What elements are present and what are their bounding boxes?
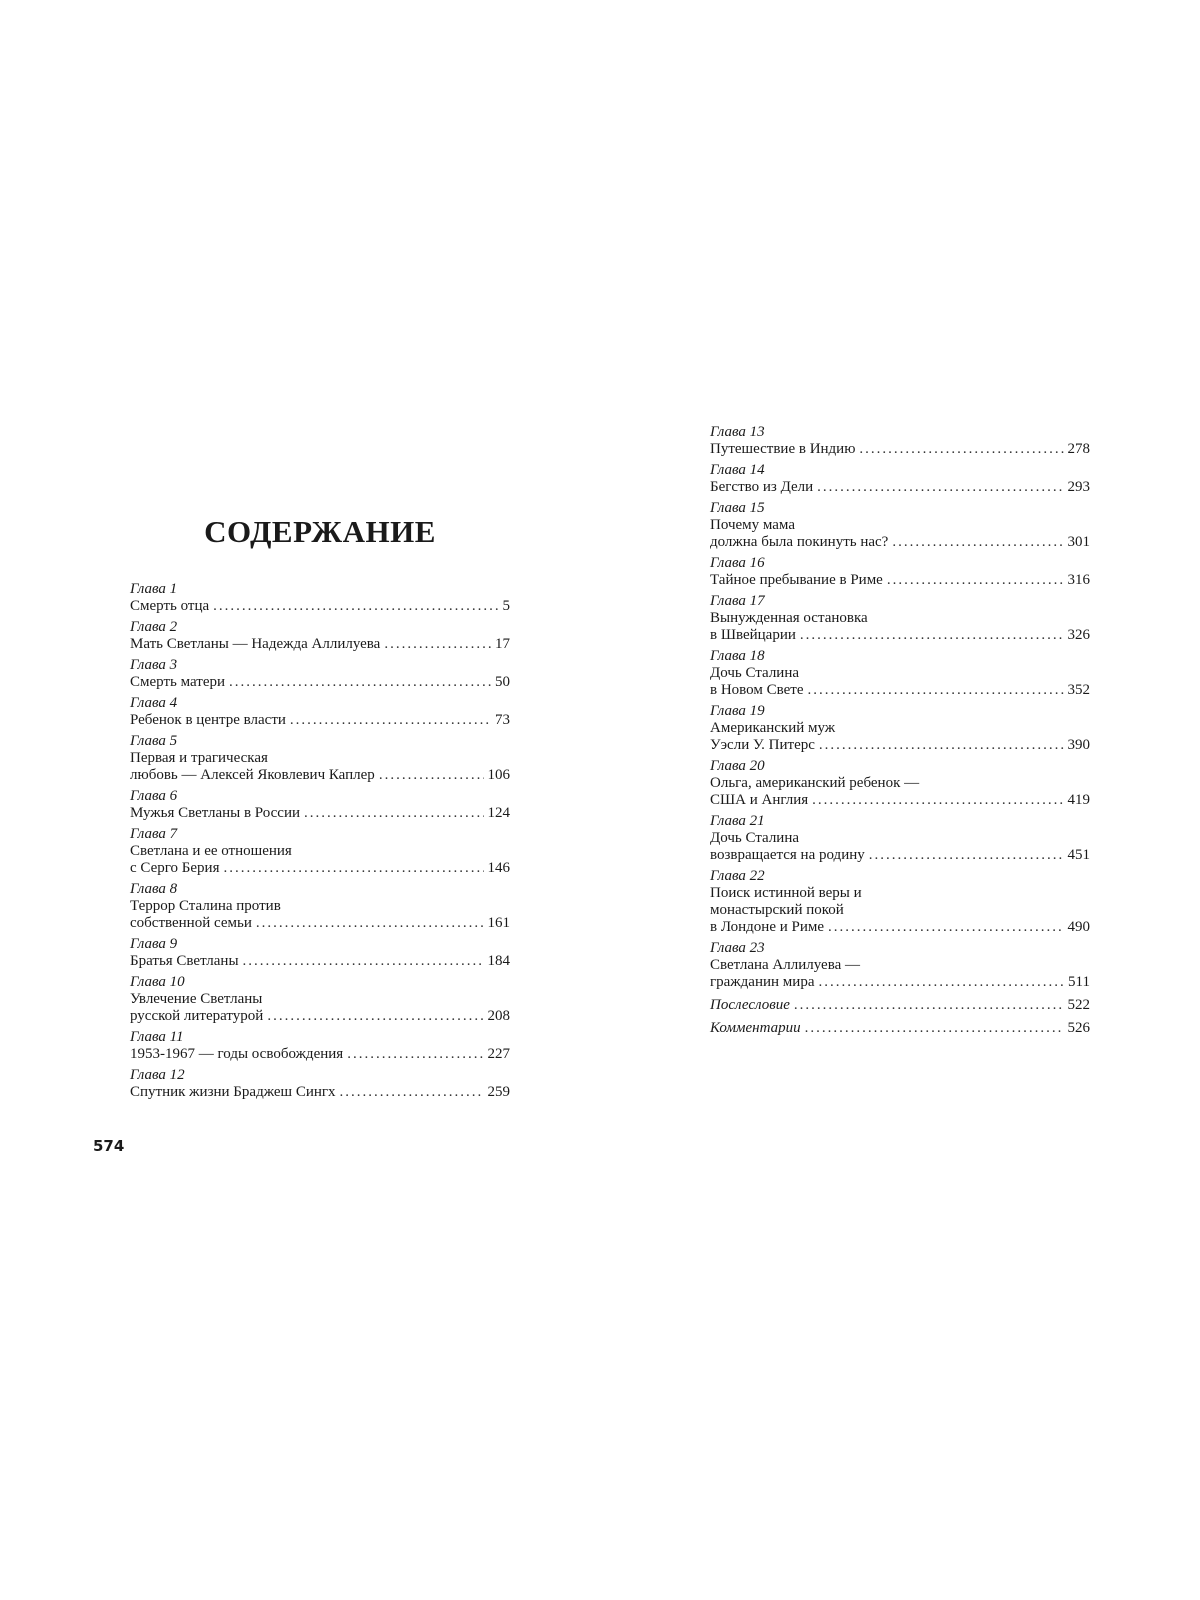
chapter-title: Смерть матери xyxy=(130,674,226,690)
chapter-title-row xyxy=(130,860,510,877)
toc-entry[interactable] xyxy=(130,581,510,615)
chapter-label: Глава 11 xyxy=(130,1029,184,1045)
dot-leader xyxy=(267,1008,483,1025)
chapter-page-number: 184 xyxy=(487,953,510,969)
dot-leader xyxy=(818,974,1064,991)
chapter-label: Глава 9 xyxy=(130,936,178,952)
toc-entry[interactable] xyxy=(130,733,510,784)
chapter-title-line: Террор Сталина против xyxy=(130,898,281,914)
chapter-label: Глава 22 xyxy=(710,868,765,884)
chapter-page-number: 490 xyxy=(1067,919,1090,935)
toc-entry[interactable] xyxy=(130,974,510,1025)
chapter-title: Комментарии xyxy=(710,1020,801,1036)
dot-leader xyxy=(384,636,491,653)
chapter-page-number: 5 xyxy=(502,598,510,614)
chapter-title-line: Поиск истинной веры и xyxy=(710,885,862,901)
chapter-title-row xyxy=(710,919,1090,936)
chapter-page-number: 17 xyxy=(495,636,510,652)
chapter-title-row xyxy=(710,682,1090,699)
toc-entry[interactable] xyxy=(130,936,510,970)
chapter-label: Глава 12 xyxy=(130,1067,185,1083)
chapter-page-number: 451 xyxy=(1067,847,1090,863)
dot-leader xyxy=(812,792,1063,809)
chapter-page-number: 161 xyxy=(487,915,510,931)
chapter-page-number: 301 xyxy=(1067,534,1090,550)
toc-entry[interactable] xyxy=(710,1020,1090,1037)
chapter-page-number: 316 xyxy=(1067,572,1090,588)
toc-entry[interactable] xyxy=(130,619,510,653)
chapter-page-number: 208 xyxy=(487,1008,510,1024)
chapter-page-number: 511 xyxy=(1068,974,1090,990)
chapter-label: Глава 17 xyxy=(710,593,765,609)
chapter-label: Глава 6 xyxy=(130,788,178,804)
dot-leader xyxy=(887,572,1064,589)
dot-leader xyxy=(347,1046,483,1063)
chapter-title-line: Светлана Аллилуева — xyxy=(710,957,860,973)
toc-entry[interactable] xyxy=(710,758,1090,809)
toc-entry[interactable] xyxy=(130,695,510,729)
chapter-title: возвращается на родину xyxy=(710,847,865,863)
toc-entry[interactable] xyxy=(710,648,1090,699)
dot-leader xyxy=(800,627,1064,644)
chapter-title: Братья Светланы xyxy=(130,953,239,969)
chapter-title-row xyxy=(710,1020,1090,1037)
dot-leader xyxy=(859,441,1063,458)
dot-leader xyxy=(817,479,1063,496)
chapter-title-row xyxy=(710,534,1090,551)
toc-entry[interactable] xyxy=(710,500,1090,551)
toc-entry[interactable] xyxy=(710,462,1090,496)
chapter-title: Уэсли У. Питерс xyxy=(710,737,815,753)
chapter-title-row xyxy=(130,915,510,932)
toc-entry[interactable] xyxy=(130,657,510,691)
toc-entry[interactable] xyxy=(130,1067,510,1101)
chapter-title: в Лондоне и Риме xyxy=(710,919,825,935)
chapter-page-number: 390 xyxy=(1067,737,1090,753)
chapter-page-number: 146 xyxy=(487,860,510,876)
chapter-title: Ребенок в центре власти xyxy=(130,712,286,728)
chapter-page-number: 124 xyxy=(487,805,510,821)
chapter-title-row xyxy=(130,712,510,729)
dot-leader xyxy=(828,919,1063,936)
chapter-title: Мать Светланы — Надежда Аллилуева xyxy=(130,636,381,652)
toc-entry[interactable] xyxy=(710,593,1090,644)
chapter-page-number: 227 xyxy=(487,1046,510,1062)
chapter-page-number: 50 xyxy=(495,674,510,690)
chapter-title-row xyxy=(130,1084,510,1101)
chapter-title-line: Вынужденная остановка xyxy=(710,610,868,626)
chapter-title: должна была покинуть нас? xyxy=(710,534,889,550)
chapter-page-number: 419 xyxy=(1067,792,1090,808)
page-title: СОДЕРЖАНИЕ xyxy=(204,514,436,549)
chapter-title: Тайное пребывание в Риме xyxy=(710,572,883,588)
chapter-title-line: Ольга, американский ребенок — xyxy=(710,775,920,791)
chapter-title-row xyxy=(710,572,1090,589)
chapter-title-row xyxy=(130,674,510,691)
toc-right-entries xyxy=(710,424,1090,1041)
dot-leader xyxy=(290,712,491,729)
toc-entry[interactable] xyxy=(710,940,1090,991)
chapter-label: Глава 8 xyxy=(130,881,178,897)
chapter-label: Глава 20 xyxy=(710,758,765,774)
chapter-title-row xyxy=(130,598,510,615)
chapter-title-line: Дочь Сталина xyxy=(710,830,800,846)
chapter-page-number: 293 xyxy=(1067,479,1090,495)
chapter-label: Глава 5 xyxy=(130,733,178,749)
chapter-label: Глава 21 xyxy=(710,813,765,829)
chapter-title: Смерть отца xyxy=(130,598,210,614)
chapter-title: гражданин мира xyxy=(710,974,815,990)
chapter-title-row xyxy=(130,636,510,653)
chapter-label: Глава 3 xyxy=(130,657,178,673)
chapter-title: Бегство из Дели xyxy=(710,479,814,495)
chapter-title-line: монастырский покой xyxy=(710,902,844,918)
chapter-title-row xyxy=(710,974,1090,991)
chapter-title-row xyxy=(710,479,1090,496)
chapter-page-number: 106 xyxy=(487,767,510,783)
chapter-title: в Новом Свете xyxy=(710,682,804,698)
chapter-page-number: 526 xyxy=(1067,1020,1090,1036)
toc-entry[interactable] xyxy=(130,788,510,822)
dot-leader xyxy=(379,767,484,784)
toc-entry[interactable] xyxy=(710,997,1090,1014)
dot-leader xyxy=(892,534,1063,551)
chapter-title-line: Увлечение Светланы xyxy=(130,991,263,1007)
chapter-title-line: Светлана и ее отношения xyxy=(130,843,292,859)
chapter-page-number: 352 xyxy=(1067,682,1090,698)
toc-entry[interactable] xyxy=(710,424,1090,458)
chapter-title-row xyxy=(710,997,1090,1014)
chapter-title: с Серго Берия xyxy=(130,860,220,876)
chapter-label: Глава 7 xyxy=(130,826,178,842)
toc-entry[interactable] xyxy=(130,826,510,877)
chapter-title: в Швейцарии xyxy=(710,627,796,643)
chapter-title: 1953-1967 — годы освобождения xyxy=(130,1046,344,1062)
chapter-label: Глава 18 xyxy=(710,648,765,664)
toc-left-entries xyxy=(130,581,510,1105)
chapter-title: Путешествие в Индию xyxy=(710,441,856,457)
chapter-title: собственной семьи xyxy=(130,915,252,931)
dot-leader xyxy=(223,860,483,877)
toc-entry[interactable] xyxy=(710,813,1090,864)
dot-leader xyxy=(304,805,483,822)
chapter-label: Глава 4 xyxy=(130,695,178,711)
dot-leader xyxy=(794,997,1064,1014)
toc-entry[interactable] xyxy=(710,703,1090,754)
dot-leader xyxy=(256,915,484,932)
chapter-title: любовь — Алексей Яковлевич Каплер xyxy=(130,767,375,783)
chapter-label: Глава 19 xyxy=(710,703,765,719)
toc-entry[interactable] xyxy=(130,881,510,932)
chapter-title-row xyxy=(130,953,510,970)
chapter-title-row xyxy=(710,792,1090,809)
dot-leader xyxy=(805,1020,1064,1037)
chapter-title-line: Почему мама xyxy=(710,517,795,533)
chapter-title-row xyxy=(710,441,1090,458)
chapter-title: Спутник жизни Браджеш Сингх xyxy=(130,1084,336,1100)
chapter-label: Глава 1 xyxy=(130,581,178,597)
chapter-title: Послесловие xyxy=(710,997,790,1013)
chapter-page-number: 326 xyxy=(1067,627,1090,643)
chapter-label: Глава 2 xyxy=(130,619,178,635)
chapter-label: Глава 15 xyxy=(710,500,765,516)
chapter-title-line: Американский муж xyxy=(710,720,836,736)
chapter-title-row xyxy=(710,847,1090,864)
chapter-title: русской литературой xyxy=(130,1008,264,1024)
dot-leader xyxy=(869,847,1064,864)
chapter-title-row xyxy=(130,1046,510,1063)
page-number: 574 xyxy=(93,1137,125,1155)
chapter-label: Глава 10 xyxy=(130,974,185,990)
dot-leader xyxy=(229,674,491,691)
chapter-title: Мужья Светланы в России xyxy=(130,805,301,821)
dot-leader xyxy=(807,682,1063,699)
chapter-page-number: 522 xyxy=(1067,997,1090,1013)
dot-leader xyxy=(243,953,484,970)
chapter-title-row xyxy=(710,627,1090,644)
chapter-title-line: Дочь Сталина xyxy=(710,665,800,681)
chapter-title-row xyxy=(130,805,510,822)
chapter-page-number: 73 xyxy=(495,712,510,728)
chapter-title-row xyxy=(130,1008,510,1025)
chapter-title-row xyxy=(710,737,1090,754)
chapter-label: Глава 23 xyxy=(710,940,765,956)
chapter-title: США и Англия xyxy=(710,792,809,808)
chapter-page-number: 278 xyxy=(1067,441,1090,457)
chapter-title-line: Первая и трагическая xyxy=(130,750,268,766)
toc-entry[interactable] xyxy=(710,868,1090,936)
dot-leader xyxy=(819,737,1064,754)
chapter-title-row xyxy=(130,767,510,784)
dot-leader xyxy=(213,598,498,615)
toc-entry[interactable] xyxy=(710,555,1090,589)
chapter-label: Глава 14 xyxy=(710,462,765,478)
chapter-label: Глава 16 xyxy=(710,555,765,571)
dot-leader xyxy=(340,1084,484,1101)
chapter-page-number: 259 xyxy=(487,1084,510,1100)
chapter-label: Глава 13 xyxy=(710,424,765,440)
toc-entry[interactable] xyxy=(130,1029,510,1063)
